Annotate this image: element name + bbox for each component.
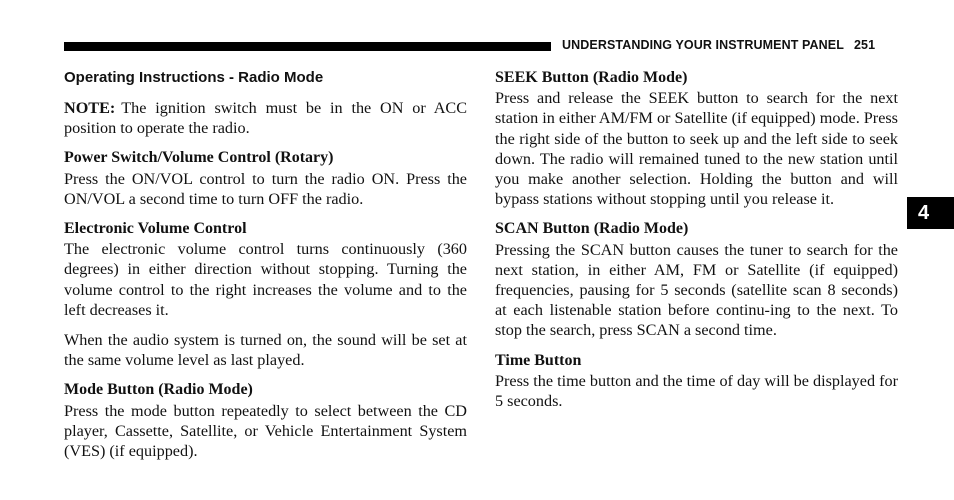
page-number: 251 <box>853 38 876 52</box>
left-column <box>64 68 467 461</box>
volume-heading: Electronic Volume Control <box>64 220 247 238</box>
power-heading: Power Switch/Volume Control (Rotary) <box>64 149 334 167</box>
note-paragraph <box>64 98 467 138</box>
right-column <box>495 68 898 411</box>
mode-text: Press the mode button repeatedly to select between the CD player, Cassette, Satellite, or Vehicle Entertainment System (VES) (if equipped). <box>64 401 467 461</box>
seek-text: Press and release the SEEK button to search for the next station in either AM/FM or Satellite (if equipped) mode. Press the right side of the button to seek up and the left side to seek down. The radio will remained tuned to the new station until you make another selection. Holding the button and will bypass stations without stopping until you release it. <box>495 89 898 209</box>
chapter-tab: 4 <box>907 197 954 229</box>
scan-text: Pressing the SCAN button causes the tuner to search for the next station, in either AM, FM or Satellite (if equipped) frequencies, pausing for 5 seconds (satellite scan 8 seconds) at each listenable station before continu-ing to the next. To stop the search, press SCAN a second time. <box>495 240 898 340</box>
note-text: The ignition switch must be in the ON or ACC position to operate the radio. <box>64 99 467 138</box>
volume-text: The electronic volume control turns continuously (360 degrees) in either direction without stopping. Turning the volume control to the right increases the volume and to the left decreases it. <box>64 240 467 319</box>
mode-heading: Mode Button (Radio Mode) <box>64 381 253 399</box>
power-text: Press the ON/VOL control to turn the radio ON. Press the ON/VOL a second time to turn OFF the radio. <box>64 169 467 208</box>
section-title: Operating Instructions - Radio Mode <box>64 69 324 86</box>
seek-heading: SEEK Button (Radio Mode) <box>495 69 688 86</box>
running-header <box>562 38 875 52</box>
volume-text-2: When the audio system is turned on, the sound will be set at the same volume level as last played. <box>64 331 467 370</box>
scan-heading: SCAN Button (Radio Mode) <box>495 220 689 238</box>
time-text: Press the time button and the time of day will be displayed for 5 seconds. <box>495 371 898 411</box>
time-heading: Time Button <box>495 351 582 369</box>
header-title: UNDERSTANDING YOUR INSTRUMENT PANEL <box>562 38 844 52</box>
header-rule <box>64 42 551 51</box>
note-label: NOTE: <box>64 99 116 117</box>
